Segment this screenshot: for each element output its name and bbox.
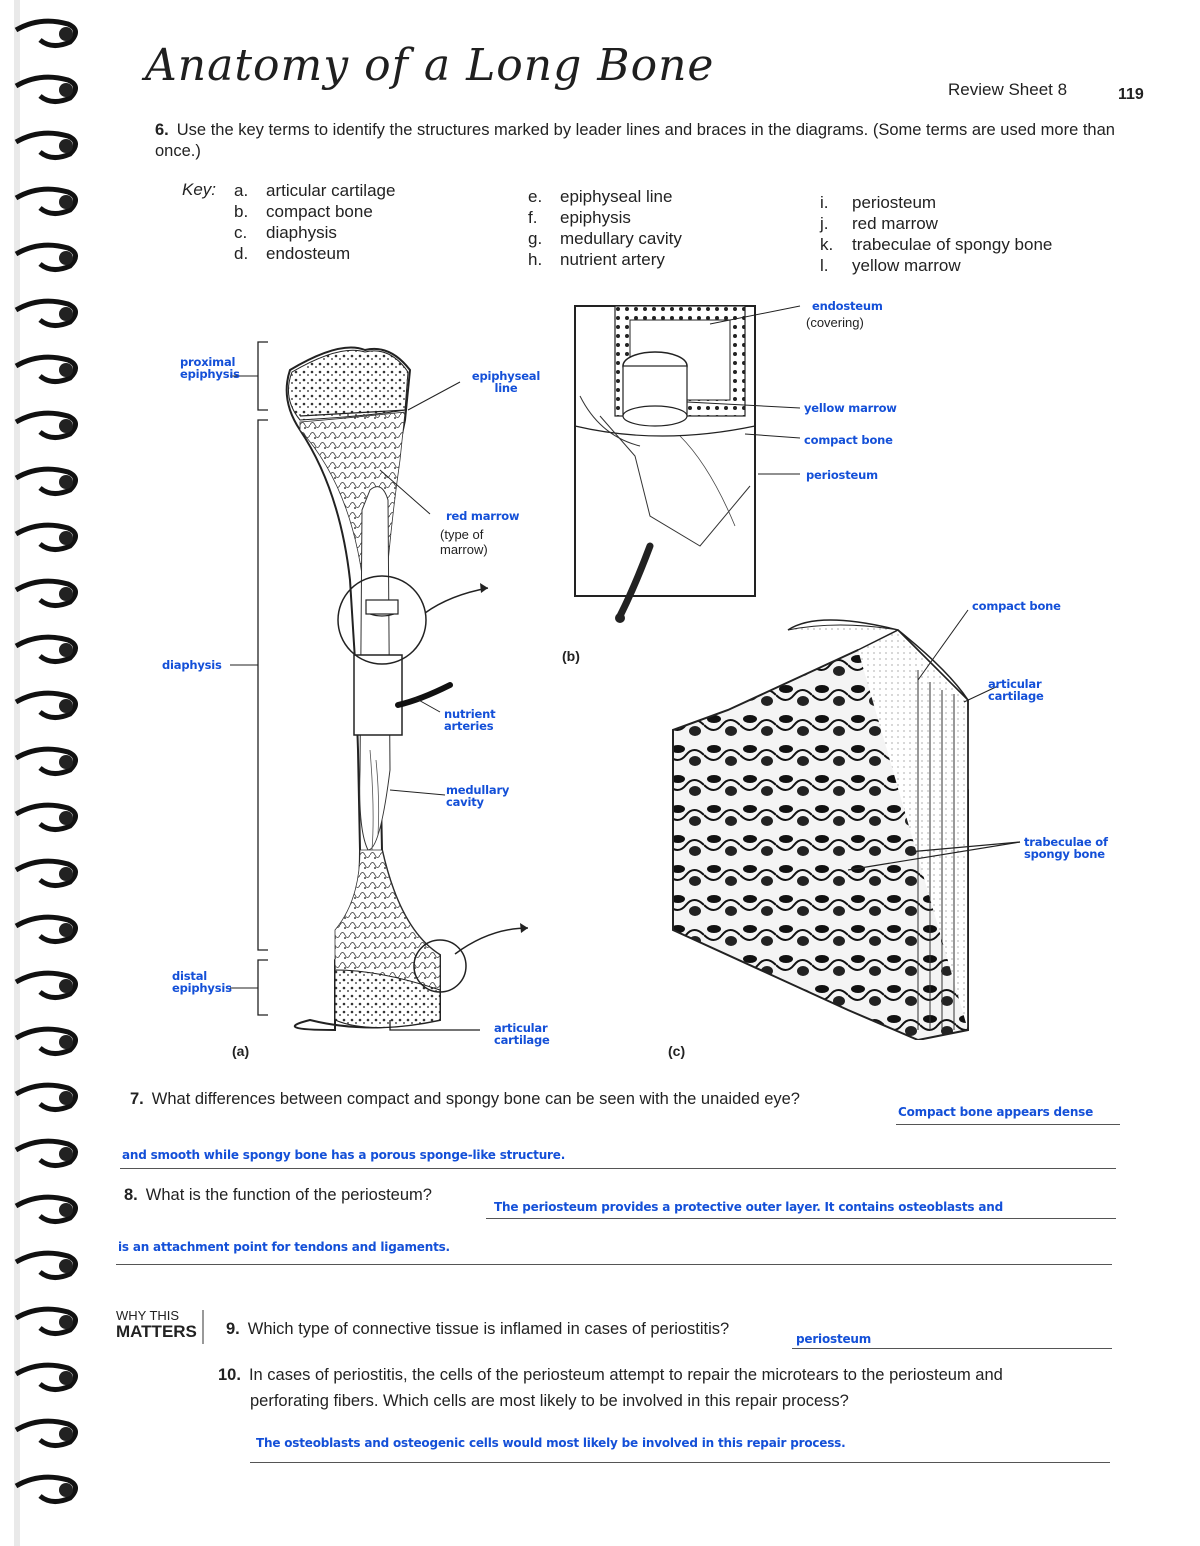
binding-hole	[59, 307, 73, 321]
key-item: a. articular cartilage	[234, 181, 396, 200]
key-item: d. endosteum	[234, 244, 351, 263]
key-item: b. compact bone	[234, 202, 373, 221]
binding-hole	[59, 587, 73, 601]
key-item: l. yellow marrow	[820, 256, 961, 275]
key-column-3	[820, 192, 1052, 276]
label-compact-bone-b: compact bone	[804, 433, 893, 447]
binding-hole	[59, 755, 73, 769]
label-periosteum: periosteum	[806, 468, 878, 482]
figure-a-long-bone	[150, 330, 570, 1060]
key-item: h. nutrient artery	[528, 250, 665, 269]
key-item: k. trabeculae of spongy bone	[820, 235, 1053, 254]
label-proximal-epiphysis: proximal epiphysis	[180, 355, 240, 381]
spiral-binding	[0, 0, 95, 1546]
binding-hole	[59, 867, 73, 881]
binding-hole	[59, 1147, 73, 1161]
label-nutrient-arteries: nutrient arteries	[444, 707, 496, 733]
figure-a-letter: (a)	[232, 1043, 250, 1059]
key-item: f. epiphysis	[528, 208, 631, 227]
answer-line	[792, 1348, 1112, 1349]
label-medullary-cavity: medullary cavity	[446, 783, 510, 809]
key-item: c. diaphysis	[234, 223, 337, 242]
answer-9: periosteum	[796, 1332, 872, 1346]
label-type-of-marrow: (type of marrow)	[440, 527, 488, 557]
page-title: Anatomy of a Long Bone	[145, 40, 715, 91]
figure-c-letter: (c)	[668, 1043, 686, 1059]
key-item: i. periosteum	[820, 193, 937, 212]
key-column-1	[234, 180, 395, 264]
binding-hole	[59, 643, 73, 657]
question-6-text: Use the key terms to identify the structures marked by leader lines and braces in the diagrams. (Some terms are used more than once.)	[155, 121, 1115, 160]
label-compact-bone-c: compact bone	[972, 599, 1061, 613]
answer-8-line-1: The periosteum provides a protective outer layer. It contains osteoblasts and	[494, 1200, 1003, 1214]
binding-hole	[59, 1427, 73, 1441]
binding-hole	[59, 699, 73, 713]
label-yellow-marrow: yellow marrow	[804, 401, 897, 415]
matters-line: MATTERS	[116, 1322, 197, 1341]
why-divider	[202, 1310, 204, 1344]
key-item: j. red marrow	[820, 214, 938, 233]
answer-line	[486, 1218, 1116, 1219]
binding-hole	[59, 475, 73, 489]
binding-hole	[59, 139, 73, 153]
figure-b-bone-section	[560, 296, 820, 636]
question-7: 7. What differences between compact and spongy bone can be seen with the unaided eye?	[130, 1090, 800, 1108]
question-6-number: 6.	[155, 121, 169, 139]
answer-7-line-1: Compact bone appears dense	[898, 1105, 1094, 1119]
label-articular-cartilage-c: articular cartilage	[988, 677, 1044, 703]
binding-hole	[59, 419, 73, 433]
binding-hole	[59, 811, 73, 825]
answer-10: The osteoblasts and osteogenic cells would most likely be involved in this repair process.	[256, 1436, 846, 1450]
page-number: 119	[1118, 86, 1144, 103]
binding-hole	[59, 363, 73, 377]
answer-7-line-2: and smooth while spongy bone has a porous sponge-like structure.	[122, 1148, 566, 1162]
label-epiphyseal-line: epiphyseal line	[471, 369, 541, 395]
question-10-continued: perforating fibers. Which cells are most likely to be involved in this repair process?	[250, 1392, 849, 1410]
label-red-marrow: red marrow	[446, 509, 520, 523]
binding-hole	[59, 1091, 73, 1105]
question-10: 10. In cases of periostitis, the cells of the periosteum attempt to repair the microtears to the periosteum and	[218, 1366, 1003, 1384]
why-this-matters-badge	[116, 1308, 197, 1340]
binding-hole	[59, 531, 73, 545]
binding-hole	[59, 251, 73, 265]
key-column-2	[528, 186, 682, 270]
question-8: 8. What is the function of the periosteum?	[124, 1186, 432, 1204]
binding-hole	[59, 1315, 73, 1329]
figure-b-letter: (b)	[562, 648, 580, 664]
label-covering: (covering)	[806, 315, 864, 330]
label-trabeculae: trabeculae of spongy bone	[1024, 835, 1108, 861]
binding-hole	[59, 1371, 73, 1385]
key-label: Key:	[182, 180, 217, 199]
binding-hole	[59, 83, 73, 97]
key-item: e. epiphyseal line	[528, 187, 673, 206]
answer-line	[250, 1462, 1110, 1463]
binding-hole	[59, 923, 73, 937]
binding-hole	[59, 1035, 73, 1049]
why-this-line: WHY THIS	[116, 1308, 180, 1323]
answer-line	[896, 1124, 1120, 1125]
label-distal-epiphysis: distal epiphysis	[172, 969, 232, 995]
key-item: g. medullary cavity	[528, 229, 682, 248]
label-endosteum: endosteum	[812, 299, 883, 313]
binding-hole	[59, 195, 73, 209]
label-diaphysis: diaphysis	[162, 658, 222, 672]
binding-hole	[59, 27, 73, 41]
review-sheet-label: Review Sheet 8	[948, 80, 1068, 99]
binding-hole	[59, 1203, 73, 1217]
question-9: 9. Which type of connective tissue is inflamed in cases of periostitis?	[226, 1320, 730, 1338]
figure-c-spongy-bone	[668, 590, 1128, 1040]
answer-8-line-2: is an attachment point for tendons and ligaments.	[118, 1240, 450, 1254]
label-articular-cartilage-a: articular cartilage	[494, 1021, 550, 1047]
binding-hole	[59, 1259, 73, 1273]
answer-line	[120, 1168, 1116, 1169]
question-6	[155, 120, 1155, 162]
binding-hole	[59, 979, 73, 993]
binding-hole	[59, 1483, 73, 1497]
answer-line	[116, 1264, 1112, 1265]
